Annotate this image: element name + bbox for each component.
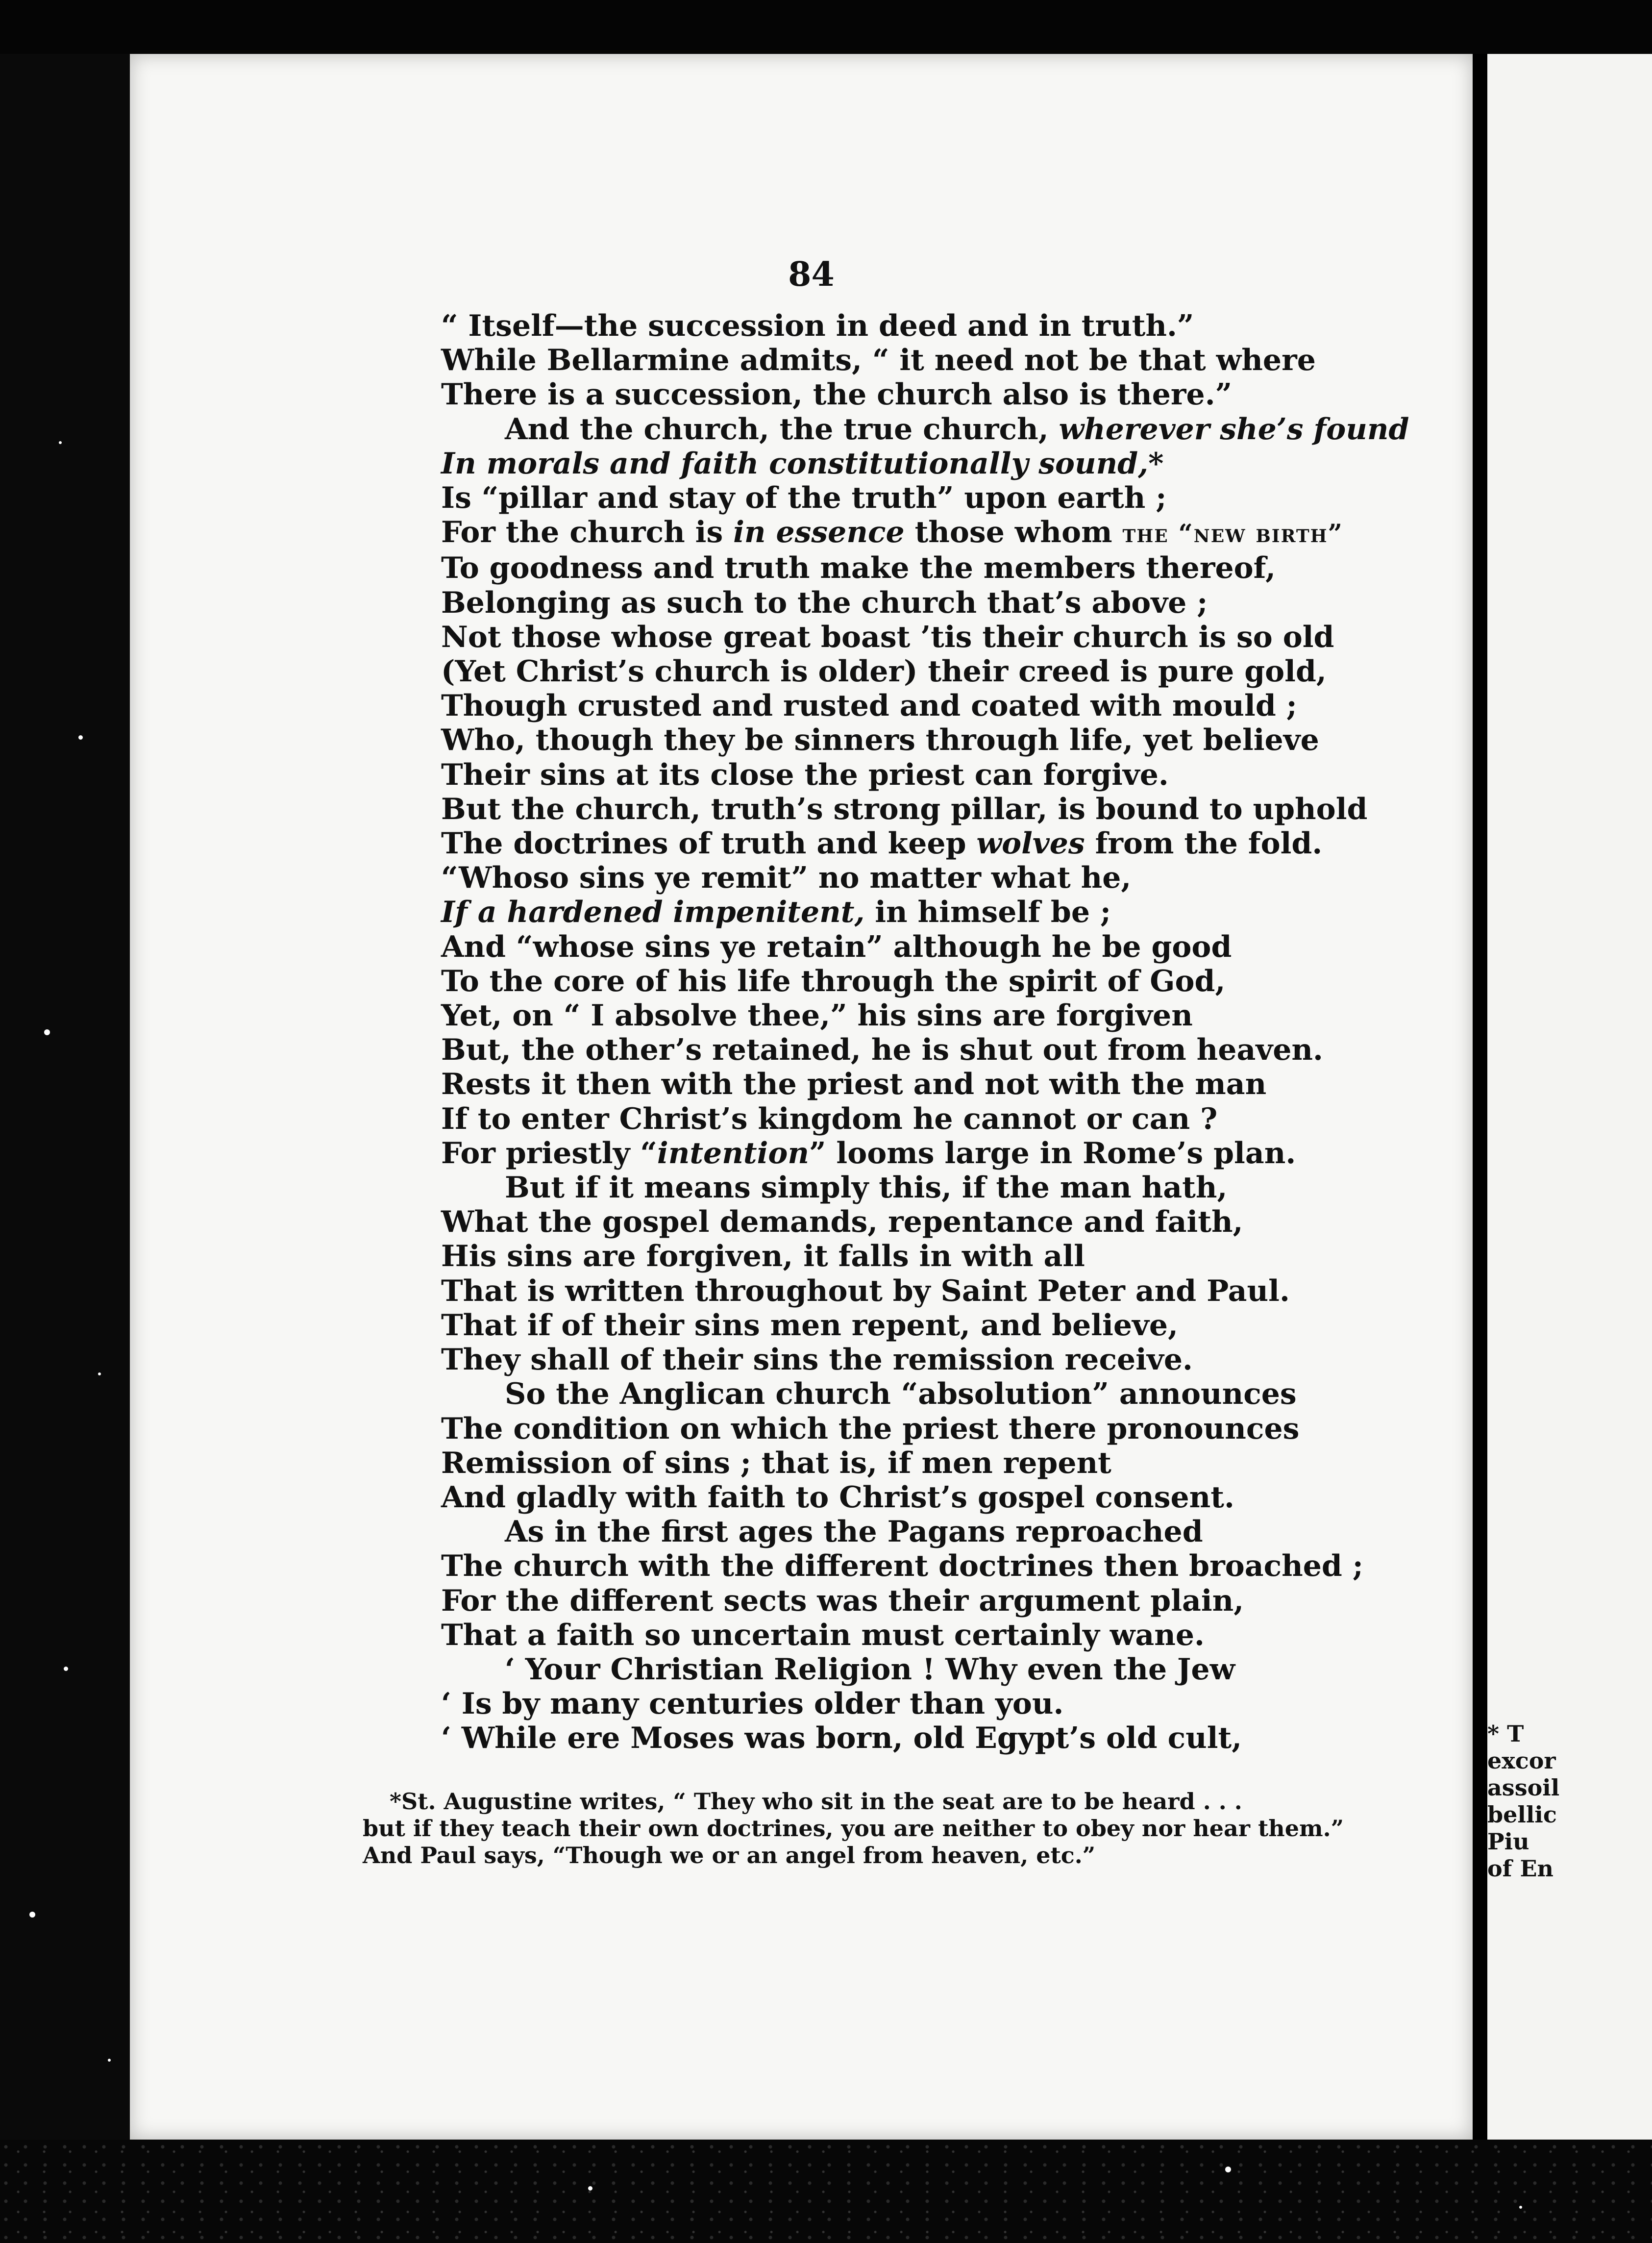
poem-line-text: The doctrines of truth and keep — [441, 826, 977, 861]
scan-speck — [108, 2059, 111, 2062]
poem-line — [441, 1377, 1421, 1411]
poem-line-text: Is “pillar and stay of the truth” upon earth ; — [441, 481, 1167, 516]
adjacent-page-fragment: assoil — [1487, 1774, 1560, 1801]
poem-line-text: Yet, on “ I absolve thee,” his sins are forgiven — [441, 998, 1193, 1033]
poem-line-text: That a faith so uncertain must certainly wane. — [441, 1618, 1205, 1652]
footnote-line: And Paul says, “Though we or an angel from heaven, etc.” — [363, 1842, 1096, 1869]
poem-line-text: To the core of his life through the spirit of God, — [441, 964, 1226, 998]
footnote — [363, 1788, 1441, 1869]
poem-line-text: from the fold. — [1085, 826, 1323, 861]
poem-line — [441, 792, 1421, 826]
adjacent-page-fragment: * T — [1487, 1720, 1524, 1747]
poem-line — [441, 1687, 1421, 1721]
scan-speck — [588, 2186, 592, 2191]
poem-line — [441, 1136, 1421, 1171]
poem-line-text: That is written throughout by Saint Peter and Paul. — [441, 1273, 1290, 1308]
poem-line — [441, 447, 1421, 481]
poem-line-text: Who, though they be sinners through life, yet believe — [441, 723, 1319, 758]
scan-border-bottom — [0, 2140, 1652, 2243]
poem-line-text: the “new birth” — [1122, 519, 1344, 549]
footnote-line: *St. Augustine writes, “ They who sit in the seat are to be heard . . . — [390, 1788, 1242, 1815]
poem-line — [441, 723, 1421, 757]
poem-line-text: What the gospel demands, repentance and faith, — [441, 1205, 1243, 1240]
scan-border-top — [0, 0, 1652, 54]
poem-line — [441, 620, 1421, 654]
poem-line — [441, 515, 1421, 551]
poem-line-text: ‘ Your Christian Religion ! Why even the Jew — [505, 1652, 1235, 1687]
poem-line-text: * — [1148, 446, 1164, 481]
poem-line-text: And “whose sins ye retain” although he be good — [441, 929, 1232, 964]
footnote-line: but if they teach their own doctrines, you are neither to obey nor hear them.” — [363, 1815, 1344, 1842]
poem-line — [441, 551, 1421, 585]
poem-line — [441, 309, 1421, 343]
poem-line-text: Remission of sins ; that is, if men repent — [441, 1445, 1111, 1480]
poem-line-text: There is a succession, the church also is there.” — [441, 377, 1233, 412]
poem-line-text: His sins are forgiven, it falls in with all — [441, 1239, 1085, 1274]
poem-line — [441, 1412, 1421, 1446]
poem-line — [441, 1067, 1421, 1101]
poem-line — [441, 586, 1421, 620]
poem-line — [441, 758, 1421, 792]
poem-line-text: If a hardened impenitent, — [441, 895, 865, 930]
poem-line-text: Though crusted and rusted and coated with mould ; — [441, 689, 1297, 723]
poem-line-text: While Bellarmine admits, “ it need not be that where — [441, 343, 1316, 378]
poem-line — [441, 930, 1421, 964]
scan-speck — [1519, 2206, 1522, 2209]
poem-line-text: For the different sects was their argument plain, — [441, 1583, 1244, 1618]
poem-line-text: wolves — [976, 826, 1085, 861]
poem-line — [441, 964, 1421, 998]
poem-line-text: The church with the different doctrines then broached ; — [441, 1549, 1363, 1584]
poem-text — [441, 309, 1421, 1756]
poem-line — [441, 1308, 1421, 1343]
poem-line — [441, 1446, 1421, 1480]
poem-line — [441, 1205, 1421, 1239]
poem-line — [441, 1515, 1421, 1549]
poem-line-text: in himself be ; — [864, 895, 1111, 930]
poem-line-text: But if it means simply this, if the man hath, — [505, 1171, 1228, 1205]
poem-line — [441, 826, 1421, 861]
poem-line — [441, 1102, 1421, 1136]
poem-line-text: ‘ While ere Moses was born, old Egypt’s old cult, — [441, 1721, 1242, 1756]
poem-line-text: They shall of their sins the remission receive. — [441, 1343, 1193, 1377]
poem-line-text: (Yet Christ’s church is older) their creed is pure gold, — [441, 654, 1327, 689]
adjacent-page-fragment: of En — [1487, 1855, 1553, 1882]
scan-speck — [64, 1667, 68, 1671]
scan-speck — [29, 1912, 35, 1918]
poem-line-text: intention — [657, 1136, 809, 1171]
poem-line-text: wherever she’s found — [1059, 412, 1409, 447]
poem-line-text: To goodness and truth make the members thereof, — [441, 551, 1276, 586]
poem-line-text: Belonging as such to the church that’s above ; — [441, 585, 1208, 620]
poem-line-text: And gladly with faith to Christ’s gospel consent. — [441, 1480, 1234, 1515]
poem-line — [441, 1584, 1421, 1618]
poem-line-text: those whom — [904, 515, 1123, 550]
poem-line-text: “ Itself—the succession in deed and in truth.” — [441, 309, 1194, 343]
poem-line-text: But, the other’s retained, he is shut out from heaven. — [441, 1033, 1323, 1068]
scan-speck — [78, 735, 83, 740]
poem-line-text: So the Anglican church “absolution” announces — [505, 1377, 1297, 1412]
poem-line — [441, 861, 1421, 895]
scan-speck — [44, 1029, 50, 1035]
poem-line-text: And the church, the true church, — [505, 412, 1059, 447]
poem-line-text: Their sins at its close the priest can forgive. — [441, 757, 1169, 792]
poem-line — [441, 1652, 1421, 1687]
poem-line-text: in essence — [733, 515, 905, 550]
page-gutter — [1473, 54, 1487, 2140]
poem-line-text: Not those whose great boast ’tis their church is so old — [441, 620, 1334, 654]
poem-line — [441, 1171, 1421, 1205]
poem-line — [441, 343, 1421, 377]
poem-line-text: But the church, truth’s strong pillar, is bound to uphold — [441, 792, 1368, 826]
poem-line-text: ‘ Is by many centuries older than you. — [441, 1687, 1064, 1721]
poem-line — [441, 1721, 1421, 1755]
poem-line — [441, 689, 1421, 723]
scan-speck — [1225, 2167, 1231, 2172]
poem-line-text: Rests it then with the priest and not with the man — [441, 1067, 1267, 1102]
poem-line — [441, 481, 1421, 515]
poem-line — [441, 1239, 1421, 1273]
poem-line-text: If to enter Christ’s kingdom he cannot or can ? — [441, 1101, 1218, 1136]
poem-line — [441, 1480, 1421, 1515]
poem-line — [441, 998, 1421, 1033]
poem-line-text: That if of their sins men repent, and believe, — [441, 1308, 1178, 1343]
poem-line — [441, 654, 1421, 689]
poem-line-text: In morals and faith constitutionally sound, — [441, 446, 1149, 481]
poem-line — [441, 1549, 1421, 1583]
poem-line-text: For priestly “ — [441, 1136, 657, 1171]
poem-line-text: As in the first ages the Pagans reproached — [505, 1515, 1203, 1549]
poem-line-text: The condition on which the priest there pronounces — [441, 1411, 1300, 1446]
poem-line — [441, 895, 1421, 929]
scan-speck — [98, 1372, 101, 1375]
poem-line-text: For the church is — [441, 515, 734, 550]
poem-line — [441, 1274, 1421, 1308]
adjacent-page-fragment: bellic — [1487, 1801, 1557, 1828]
poem-line — [441, 412, 1421, 447]
poem-line — [441, 1618, 1421, 1652]
poem-line-text: “Whoso sins ye remit” no matter what he, — [441, 861, 1132, 896]
poem-line-text: ” looms large in Rome’s plan. — [809, 1136, 1296, 1171]
poem-line — [441, 377, 1421, 412]
poem-line — [441, 1033, 1421, 1067]
adjacent-page-fragment: excor — [1487, 1747, 1556, 1774]
adjacent-page-text — [1487, 1720, 1652, 1882]
poem-line — [441, 1343, 1421, 1377]
scan-speck — [59, 441, 62, 444]
page-number: 84 — [788, 255, 835, 294]
adjacent-page — [1487, 54, 1652, 2140]
adjacent-page-fragment: Piu — [1487, 1828, 1529, 1855]
